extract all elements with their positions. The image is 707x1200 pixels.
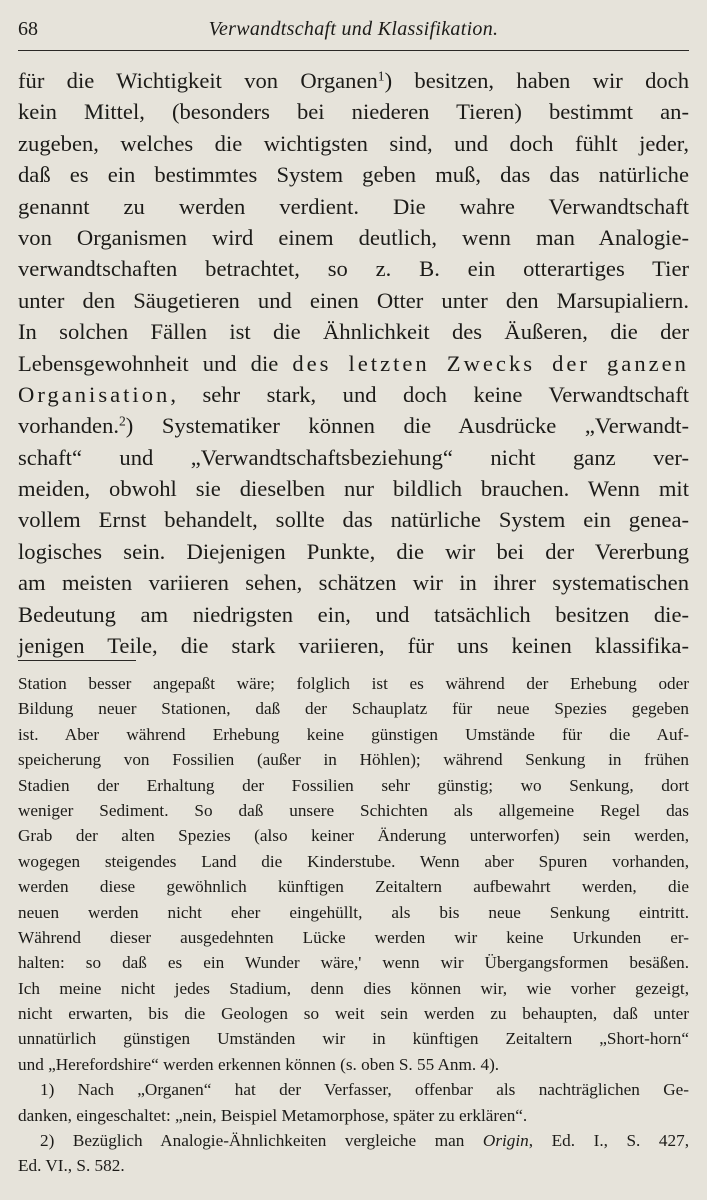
body-line: von Organismen wird einem deutlich, wenn man Analogie-: [18, 224, 689, 250]
body-line: vollem Ernst behandelt, sollte das natürliche System ein genea-: [18, 507, 689, 533]
body-line: In solchen Fällen ist die Ähnlichkeit des Äußeren, die der: [18, 319, 689, 345]
footnote-continued-line: nicht erwarten, bis die Geologen so weit sein werden zu behaupten, daß unter: [18, 1004, 689, 1024]
header-rule: [18, 50, 689, 51]
footnote-continued-line: speicherung von Fossilien (außer in Höhlen); während Senkung in frühen: [18, 750, 689, 770]
body-line: am meisten variieren sehen, schätzen wir in ihrer systematischen: [18, 570, 689, 596]
body-line: kein Mittel, (besonders bei niederen Tieren) bestimmt an-: [18, 99, 689, 125]
footnote-continued-line: werden diese gewöhnlich künftigen Zeitaltern aufbewahrt werden, die: [18, 877, 689, 897]
main-text: [18, 65, 689, 661]
footnote-continued-line: halten: so daß es ein Wunder wäre,' wenn wir Übergangsformen besäßen.: [18, 953, 689, 973]
page-number: 68: [18, 18, 38, 40]
body-line: für die Wichtigkeit von Organen$^1$) besitzen, haben wir doch: [18, 68, 689, 93]
footnote-continued-line: Während dieser ausgedehnten Lücke werden wir keine Urkunden er-: [18, 927, 689, 947]
footnote-continued-line: Ich meine nicht jedes Stadium, denn dies können wir, wie vorher gezeigt,: [18, 978, 689, 998]
page-header: [18, 14, 689, 48]
body-line: genannt zu werden verdient. Die wahre Verwandtschaft: [18, 193, 689, 219]
footnote-continued-line: weniger Sediment. So daß unsere Schichten als allgemeine Regel das: [18, 800, 689, 820]
footnote-continued-line: Stadien der Erhaltung der Fossilien sehr günstig; wo Senkung, dort: [18, 775, 689, 795]
body-line: vorhanden.$^2$) Systematiker können die Ausdrücke „Verwandt-: [18, 413, 689, 439]
emphasis-spaced: Organisation: [18, 381, 171, 407]
body-line: unter den Säugetieren und einen Otter unter den Marsupialiern.: [18, 287, 689, 313]
body-line: Bedeutung am niedrigsten ein, und tatsächlich besitzen die-: [18, 601, 689, 627]
body-line: zugeben, welches die wichtigsten sind, und doch fühlt jeder,: [18, 130, 689, 156]
footnote-continued-line: Grab der alten Spezies (also keiner Änderung unterworfen) sein werden,: [18, 826, 689, 846]
footnote-continued-line: unnatürlich günstigen Umständen wir in künftigen Zeitaltern „Short-horn“: [18, 1029, 689, 1049]
footnote-1-line: 1) Nach „Organen“ hat der Verfasser, offenbar als nachträglichen Ge-: [40, 1080, 689, 1100]
footnote-continued-line: wogegen steigendes Land die Kinderstube. Wenn aber Spuren vorhanden,: [18, 851, 689, 871]
footnote-marker-1: 1: [377, 68, 385, 84]
body-line: meiden, obwohl sie dieselben nur bildlich brauchen. Wenn mit: [18, 476, 689, 502]
body-line: schaft“ und „Verwandtschaftsbeziehung“ nicht ganz ver-: [18, 444, 689, 470]
footnote-continued-line: ist. Aber während Erhebung keine günstigen Umstände für die Auf-: [18, 724, 689, 744]
footnote-continued-line: neuen werden nicht eher eingehüllt, als bis neue Senkung eintritt.: [18, 902, 689, 922]
footnote-continued-line: Bildung neuer Stationen, daß der Schauplatz für neue Spezies gegeben: [18, 699, 689, 719]
footnote-2-line: 2) Bezüglich Analogie-Ähnlichkeiten vergleiche man Origin, Ed. I., S. 427,: [40, 1131, 690, 1151]
footnote-marker-2: 2: [119, 413, 126, 429]
work-title: Origin: [482, 1131, 529, 1151]
body-line: daß es ein bestimmtes System geben muß, das das natürliche: [18, 162, 689, 188]
footnote-2-line: Ed. VI., S. 582.: [18, 1156, 125, 1176]
footnotes: [18, 671, 689, 1179]
body-line: verwandtschaften betrachtet, so z. B. ein otterartiges Tier: [18, 256, 689, 282]
footnote-1-line: danken, eingeschaltet: „nein, Beispiel Metamorphose, später zu erklären“.: [18, 1105, 528, 1125]
running-title: Verwandtschaft und Klassifikation.: [208, 18, 499, 40]
body-line: Organisation, sehr stark, und doch keine Verwandtschaft: [18, 381, 689, 407]
footnote-rule: [18, 660, 136, 661]
footnote-continued-line: Station besser angepaßt wäre; folglich ist es während der Erhebung oder: [18, 674, 689, 693]
footnote-continued-line: und „Herefordshire“ werden erkennen können (s. oben S. 55 Anm. 4).: [18, 1054, 500, 1074]
body-line: Lebensgewohnheit und die des letzten Zwecks der ganzen: [18, 350, 689, 376]
body-line: jenigen Teile, die stark variieren, für uns keinen klassifika-: [18, 633, 689, 659]
body-line: logisches sein. Diejenigen Punkte, die wir bei der Vererbung: [18, 538, 689, 564]
emphasis-spaced: des letzten Zwecks der ganzen: [292, 350, 689, 376]
